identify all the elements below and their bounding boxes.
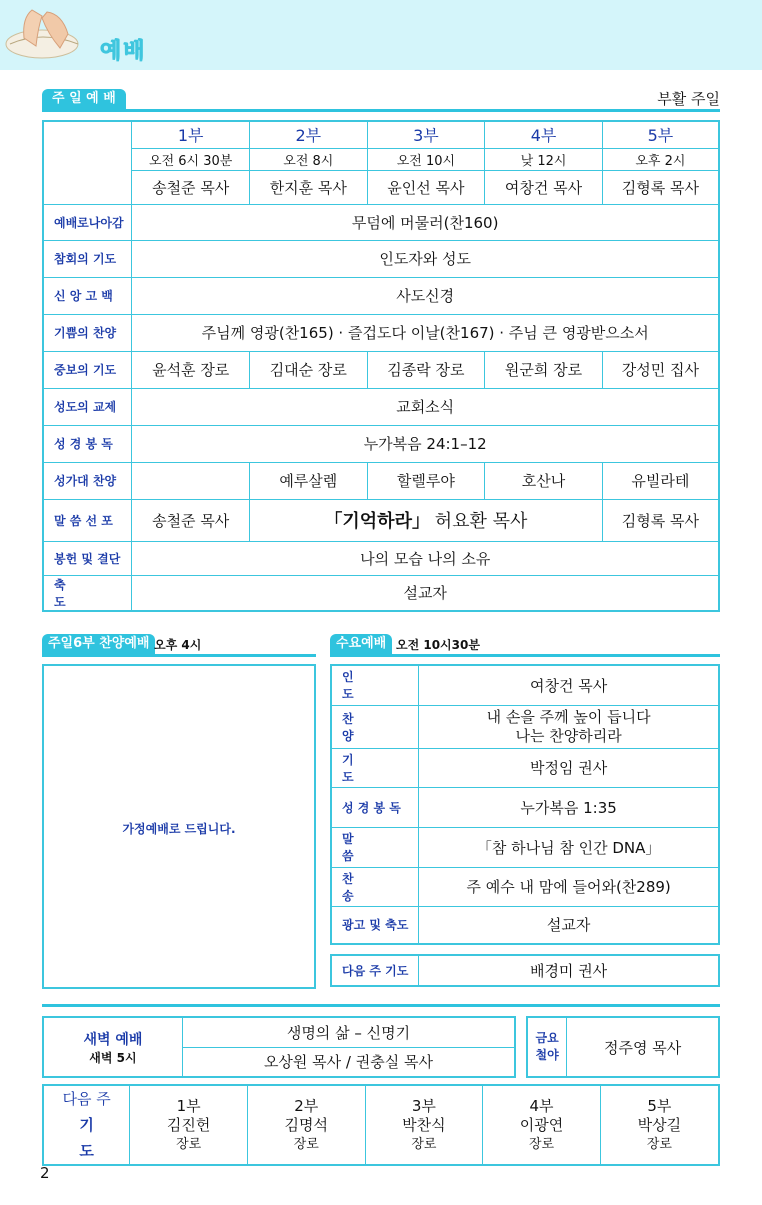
- dawn-title: 새벽 예배: [83, 1031, 143, 1048]
- row-value: 김형록 목사: [602, 499, 719, 541]
- row-value: 호산나: [485, 462, 603, 499]
- wednesday-next-table: [330, 954, 720, 987]
- row-label: 말 씀 선 포: [43, 499, 132, 541]
- service-name: 5부: [602, 121, 719, 148]
- sixth-box: [42, 664, 316, 989]
- nextweek-part: 3부: [411, 1096, 436, 1115]
- row-label: 축 도: [43, 575, 132, 611]
- friday-title: [527, 1017, 567, 1077]
- nextweek-name: 김진헌: [166, 1115, 211, 1134]
- friday-title-1: 금요: [535, 1031, 559, 1045]
- empty-cell: [132, 462, 250, 499]
- dawn-line2: 오상원 목사 / 권충실 목사: [182, 1047, 515, 1077]
- service-time: 오후 2시: [602, 148, 719, 170]
- wed-label: 찬 양: [331, 705, 419, 748]
- nextweek-name: 이광연: [519, 1115, 564, 1134]
- wednesday-table: [330, 664, 720, 945]
- wed-value: 설교자: [419, 906, 719, 944]
- row-value: 누가복음 24:1–12: [132, 425, 719, 462]
- sermon-main: [250, 499, 603, 541]
- nextweek-role: 장로: [293, 1136, 319, 1152]
- service-time: 낮 12시: [485, 148, 603, 170]
- sixth-body: 가정예배로 드립니다.: [122, 822, 236, 836]
- wed-value: 박정임 권사: [419, 748, 719, 787]
- service-time: 오전 6시 30분: [132, 148, 250, 170]
- praying-bible-icon: [2, 4, 88, 66]
- nextweek-item: [483, 1085, 601, 1165]
- sunday-rule: [42, 109, 720, 112]
- friday-pastor: 정주영 목사: [567, 1017, 719, 1077]
- sixth-time: 오후 4시: [154, 638, 202, 652]
- empty-corner: [43, 121, 132, 204]
- nextweek-name: 김명석: [284, 1115, 329, 1134]
- row-label: 예배로나아감: [43, 204, 132, 240]
- nextweek-title: [43, 1085, 130, 1165]
- row-value: 강성민 집사: [602, 351, 719, 388]
- row-label: 성가대 찬양: [43, 462, 132, 499]
- wed-praise-line2: 나는 찬양하리라: [515, 726, 622, 745]
- row-value: 주님께 영광(찬165) · 즐겁도다 이날(찬167) · 주님 큰 영광받으소서: [132, 314, 719, 351]
- service-name: 4부: [485, 121, 603, 148]
- wed-value: 「참 하나님 참 인간 DNA」: [419, 827, 719, 867]
- row-label: 기쁨의 찬양: [43, 314, 132, 351]
- wednesday-time: 오전 10시30분: [396, 638, 480, 652]
- row-value: 유빌라테: [602, 462, 719, 499]
- nextweek-title-2: 기 도: [79, 1116, 108, 1160]
- nextweek-role: 장로: [646, 1136, 672, 1152]
- row-value: 무덤에 머물러(찬160): [132, 204, 719, 240]
- nextweek-role: 장로: [176, 1136, 202, 1152]
- wed-praise-line1: 내 손을 주께 높이 듭니다: [486, 707, 651, 726]
- nextweek-part: 1부: [176, 1096, 201, 1115]
- service-pastor: 여창건 목사: [485, 170, 603, 204]
- nextweek-title-1: 다음 주: [62, 1090, 111, 1108]
- wed-label: 찬 송: [331, 867, 419, 906]
- row-value: 교회소식: [132, 388, 719, 425]
- row-label: 봉헌 및 결단: [43, 541, 132, 575]
- nextweek-item: [600, 1085, 719, 1165]
- service-pastor: 김형록 목사: [602, 170, 719, 204]
- service-pastor: 송철준 목사: [132, 170, 250, 204]
- sunday-subtitle: 부활 주일: [657, 90, 720, 108]
- wednesday-tab: 수요예배: [330, 634, 392, 654]
- row-label: 성 경 봉 독: [43, 425, 132, 462]
- page-number: 2: [40, 1164, 50, 1182]
- wed-label: 인 도: [331, 665, 419, 705]
- friday-table: [526, 1016, 720, 1078]
- row-label: 참회의 기도: [43, 240, 132, 277]
- sermon-pastor: 허요환 목사: [434, 511, 528, 532]
- nextweek-table: [42, 1084, 720, 1166]
- wed-label: 말 씀: [331, 827, 419, 867]
- row-value: 송철준 목사: [132, 499, 250, 541]
- dawn-title-cell: [43, 1017, 182, 1077]
- row-value: 나의 모습 나의 소유: [132, 541, 719, 575]
- row-value: 할렐루야: [367, 462, 485, 499]
- sunday-tab: 주 일 예 배: [42, 89, 126, 109]
- nextweek-part: 2부: [294, 1096, 319, 1115]
- wed-value: [419, 705, 719, 748]
- page-title: 예배: [100, 39, 147, 64]
- section-divider: [42, 1004, 720, 1007]
- nextweek-role: 장로: [411, 1136, 437, 1152]
- row-value: 설교자: [132, 575, 719, 611]
- nextweek-item: [365, 1085, 483, 1165]
- row-value: 윤석훈 장로: [132, 351, 250, 388]
- nextweek-name: 박상길: [637, 1115, 682, 1134]
- sunday-table: [42, 120, 720, 612]
- nextweek-part: 5부: [647, 1096, 672, 1115]
- row-label: 중보의 기도: [43, 351, 132, 388]
- wed-next-value: 배경미 권사: [419, 955, 719, 986]
- row-value: 원군희 장로: [485, 351, 603, 388]
- service-pastor: 윤인선 목사: [367, 170, 485, 204]
- wed-next-label: 다음 주 기도: [331, 955, 419, 986]
- nextweek-item: [130, 1085, 248, 1165]
- dawn-table: [42, 1016, 516, 1078]
- service-pastor: 한지훈 목사: [250, 170, 368, 204]
- wed-value: 여창건 목사: [419, 665, 719, 705]
- service-time: 오전 10시: [367, 148, 485, 170]
- wednesday-rule: [330, 654, 720, 657]
- row-label: 신 앙 고 백: [43, 277, 132, 314]
- nextweek-name: 박찬식: [402, 1115, 446, 1134]
- service-name: 3부: [367, 121, 485, 148]
- wed-label: 성 경 봉 독: [331, 787, 419, 827]
- sixth-tab: 주일6부 찬양예배: [42, 634, 155, 654]
- wed-label: 기 도: [331, 748, 419, 787]
- service-name: 2부: [250, 121, 368, 148]
- sixth-rule: [42, 654, 316, 657]
- wed-label: 광고 및 축도: [331, 906, 419, 944]
- dawn-time: 새벽 5시: [89, 1050, 137, 1065]
- row-value: 김대순 장로: [250, 351, 368, 388]
- row-value: 예루살렘: [250, 462, 368, 499]
- nextweek-item: [247, 1085, 365, 1165]
- row-label: 성도의 교제: [43, 388, 132, 425]
- wed-value: 누가복음 1:35: [419, 787, 719, 827]
- row-value: 사도신경: [132, 277, 719, 314]
- nextweek-role: 장로: [528, 1136, 555, 1152]
- row-value: 김종락 장로: [367, 351, 485, 388]
- sermon-title: 「기억하라」: [324, 511, 430, 532]
- row-value: 인도자와 성도: [132, 240, 719, 277]
- friday-title-2: 철야: [535, 1048, 559, 1062]
- dawn-line1: 생명의 삶 – 신명기: [182, 1017, 515, 1047]
- service-name: 1부: [132, 121, 250, 148]
- nextweek-part: 4부: [529, 1096, 554, 1115]
- service-time: 오전 8시: [250, 148, 368, 170]
- wed-value: 주 예수 내 맘에 들어와(찬289): [419, 867, 719, 906]
- page-header: [0, 0, 762, 70]
